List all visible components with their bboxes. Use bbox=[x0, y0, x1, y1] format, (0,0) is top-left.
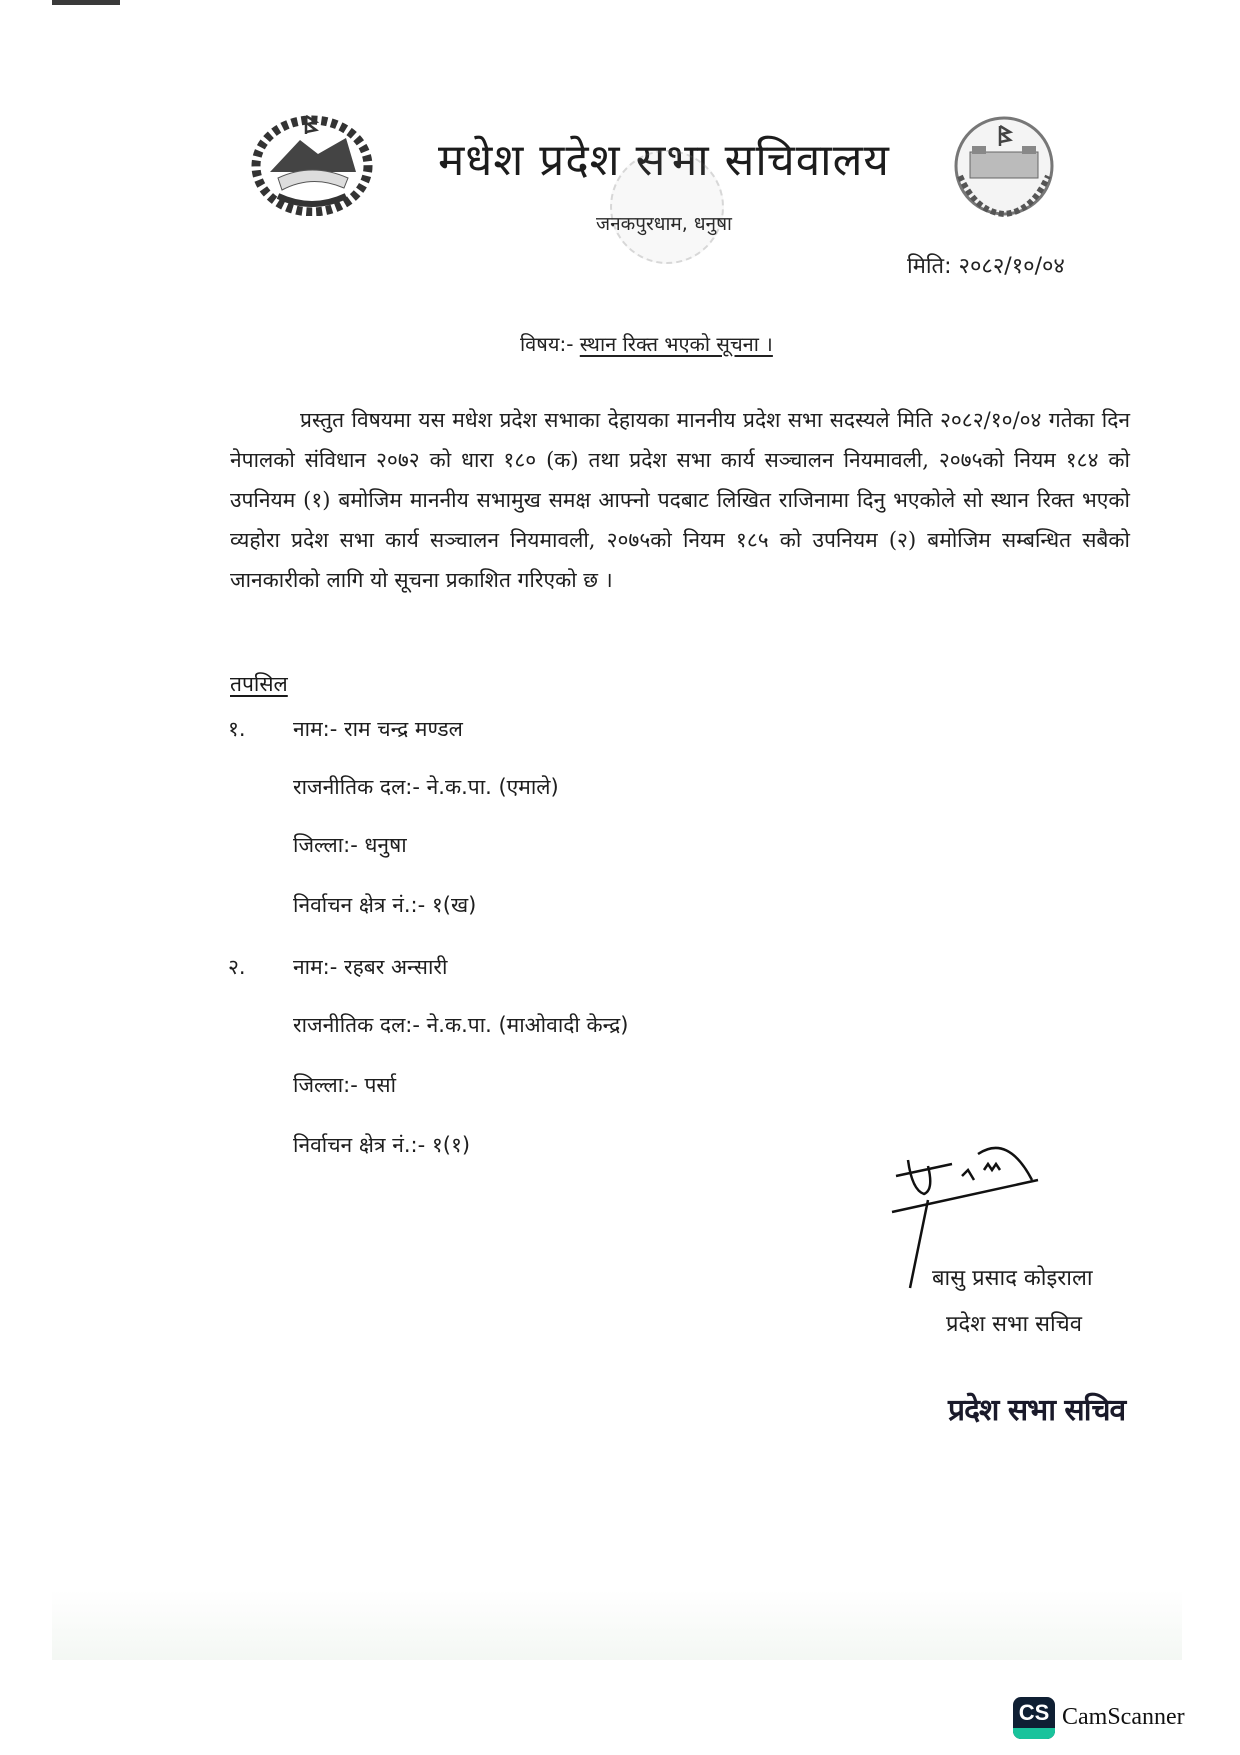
member-party: राजनीतिक दल:- ने.क.पा. (एमाले) bbox=[293, 775, 559, 799]
tapasil-heading: तपसिल bbox=[230, 672, 288, 696]
office-title: मधेश प्रदेश सभा सचिवालय bbox=[438, 135, 890, 186]
entry-number: १. bbox=[228, 717, 246, 741]
member-constituency: निर्वाचन क्षेत्र नं.:- १(ख) bbox=[293, 893, 477, 917]
camscanner-watermark: CamScanner bbox=[1062, 1704, 1185, 1730]
office-location: जनकपुरधाम, धनुषा bbox=[596, 213, 732, 235]
member-district: जिल्ला:- पर्सा bbox=[293, 1073, 397, 1097]
member-party: राजनीतिक दल:- ने.क.पा. (माओवादी केन्द्र) bbox=[293, 1013, 629, 1037]
subject-text: स्थान रिक्त भएको सूचना । bbox=[579, 332, 773, 356]
member-name: नाम:- रहबर अन्सारी bbox=[293, 955, 448, 979]
entry-number: २. bbox=[228, 955, 246, 979]
member-name: नाम:- राम चन्द्र मण्डल bbox=[293, 717, 463, 741]
province-emblem-icon bbox=[946, 116, 1062, 220]
faint-seal-stamp bbox=[610, 150, 724, 264]
signer-title: प्रदेश सभा सचिव bbox=[946, 1312, 1082, 1337]
scan-edge-artifact bbox=[52, 0, 120, 5]
scan-shadow-artifact bbox=[52, 1590, 1182, 1660]
signer-name: बासु प्रसाद कोइराला bbox=[932, 1266, 1093, 1291]
date-value: २०८२/१०/०४ bbox=[958, 254, 1065, 279]
date-label: मिति: bbox=[907, 254, 952, 279]
official-title-stamp: प्रदेश सभा सचिव bbox=[948, 1393, 1126, 1428]
nepal-emblem-icon bbox=[248, 112, 376, 216]
member-district: जिल्ला:- धनुषा bbox=[293, 833, 407, 857]
notice-body: प्रस्तुत विषयमा यस मधेश प्रदेश सभाका देहायका माननीय प्रदेश सभा सदस्यले मिति २०८२/१०/०४ गतेका दिन नेपालको संविधान २०७२ को धारा १८० (क) तथा प्रदेश सभा कार्य सञ्चालन नियमावली, २०७५को नियम १८४ को उपनियम (१) बमोजिम माननीय सभामुख समक्ष आफ्नो पदबाट लिखित राजिनामा दिनु भएकोले सो स्थान रिक्त भएको व्यहोरा प्रदेश सभा कार्य सञ्चालन नियमावली, २०७५को नियम १८५ को उपनियम (२) बमोजिम सम्बन्धित सबैको जानकारीको लागि यो सूचना प्रकाशित गरिएको छ । bbox=[230, 408, 1130, 592]
camscanner-logo-icon: CS bbox=[1013, 1697, 1055, 1739]
subject-label: विषय:- bbox=[520, 332, 574, 356]
notice-date bbox=[907, 250, 1065, 280]
member-constituency: निर्वाचन क्षेत्र नं.:- १(१) bbox=[293, 1133, 471, 1157]
subject-line bbox=[520, 330, 773, 357]
